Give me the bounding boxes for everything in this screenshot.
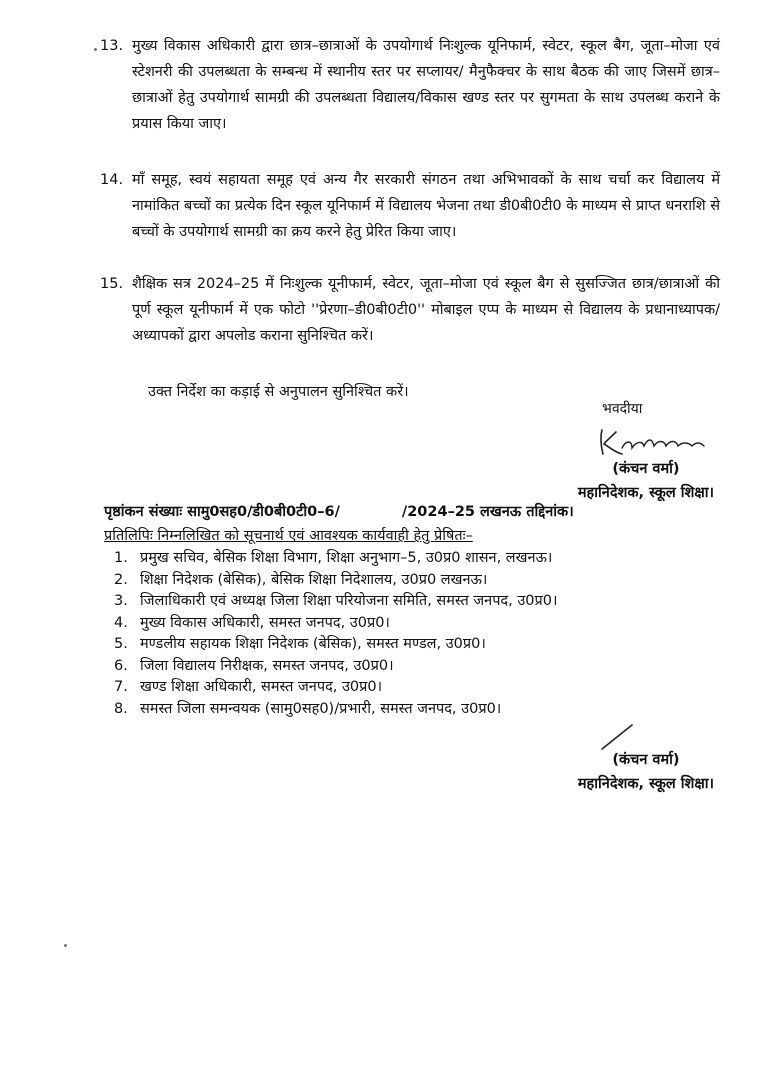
list-item: 3. जिलाधिकारी एवं अध्यक्ष जिला शिक्षा परियोजना समिति, समस्त जनपद, उ0प्र0। [114, 593, 558, 609]
handwritten-signature [592, 424, 708, 460]
signatory-name: (कंचन वर्मा) [612, 461, 680, 477]
copy-to-heading: प्रतिलिपिः निम्नलिखित को सूचनार्थ एवं आवश्यक कार्यवाही हेतु प्रेषितः– [104, 528, 473, 544]
paragraph-15 [100, 271, 720, 349]
signatory-name: (कंचन वर्मा) [612, 752, 680, 768]
paragraph-text: शैक्षिक सत्र 2024–25 में निःशुल्क यूनीफार्म, स्वेटर, जूता–मोजा एवं स्कूल बैग से सुसज्जित छात्र/छात्राओं की पूर्ण स्कूल यूनीफार्म में एक फोटो ''प्रेरणा–डी0बी0टी0'' मोबाइल एप्प के माध्यम से विद्यालय के प्रधानाध्यापक/अध्यापकों द्वारा अपलोड कराना सुनिश्चित करें। [132, 276, 720, 344]
list-item: 2. शिक्षा निदेशक (बेसिक), बेसिक शिक्षा निदेशालय, उ0प्र0 लखनऊ। [114, 571, 488, 588]
signatory-designation: महानिदेशक, स्कूल शिक्षा। [577, 776, 714, 792]
closing-instruction: उक्त निर्देश का कड़ाई से अनुपालन सुनिश्चित करें। [148, 384, 409, 400]
paragraph-number: 14. [100, 172, 124, 188]
copy-to-list [114, 548, 558, 720]
paragraph-13 [100, 33, 720, 137]
paragraph-number: 15. [100, 276, 124, 292]
list-item: 8. समस्त जिला समन्वयक (सामु0सह0)/प्रभारी, समस्त जनपद, उ0प्र0। [114, 700, 502, 717]
reference-number [104, 501, 574, 521]
list-item: 7. खण्ड शिक्षा अधिकारी, समस्त जनपद, उ0प्र0। [114, 679, 383, 695]
valediction: भवदीया [602, 401, 643, 417]
list-item: 4. मुख्य विकास अधिकारी, समस्त जनपद, उ0प्र0। [114, 614, 390, 631]
paragraph-text: माँ समूह, स्वयं सहायता समूह एवं अन्य गैर सरकारी संगठन तथा अभिभावकों के साथ चर्चा कर विद्यालय में नामांकित बच्चों का प्रत्येक दिन स्कूल यूनिफार्म में विद्यालय भेजना तथा डी0बी0टी0 के माध्यम से प्राप्त धनराशि से बच्चों के उपयोगार्थ सामग्री का क्रय करने हेतु प्रेरित किया जाए। [132, 172, 720, 240]
initial-mark [598, 723, 638, 751]
list-item: 5. मण्डलीय सहायक शिक्षा निदेशक (बेसिक), समस्त मण्डल, उ0प्र0। [114, 636, 486, 652]
reference-prefix: पृष्ठांकन संख्याः सामु0सह0/डी0बी0टी0–6/ [104, 504, 340, 520]
paragraph-text: मुख्य विकास अधिकारी द्वारा छात्र–छात्राओं के उपयोगार्थ निःशुल्क यूनिफार्म, स्वेटर, स्कूल बैग, जूता–मोजा एवं स्टेशनरी की उपलब्धता के सम्बन्ध में स्थानीय स्तर पर सप्लायर/ मैनुफैक्चर के साथ बैठक की जाए जिसमें छात्र–छात्राओं हेतु उपयोगार्थ सामग्री की उपलब्धता विद्यालय/विकास खण्ड स्तर पर सुगमता के साथ उपलब्ध कराने के प्रयास किया जाए। [132, 38, 720, 132]
reference-suffix: /2024–25 लखनऊ तद्दिनांक। [401, 504, 574, 520]
signatory-block-2 [578, 748, 714, 796]
paragraph-number: 13. [100, 38, 124, 54]
signatory-block [578, 457, 714, 505]
signatory-designation: महानिदेशक, स्कूल शिक्षा। [577, 485, 714, 501]
scan-speck [94, 48, 97, 51]
list-item: 6. जिला विद्यालय निरीक्षक, समस्त जनपद, उ0प्र0। [114, 657, 394, 674]
scan-speck [64, 944, 67, 947]
list-item: 1. प्रमुख सचिव, बेसिक शिक्षा विभाग, शिक्षा अनुभाग–5, उ0प्र0 शासन, लखनऊ। [114, 550, 553, 566]
paragraph-14 [100, 167, 720, 245]
